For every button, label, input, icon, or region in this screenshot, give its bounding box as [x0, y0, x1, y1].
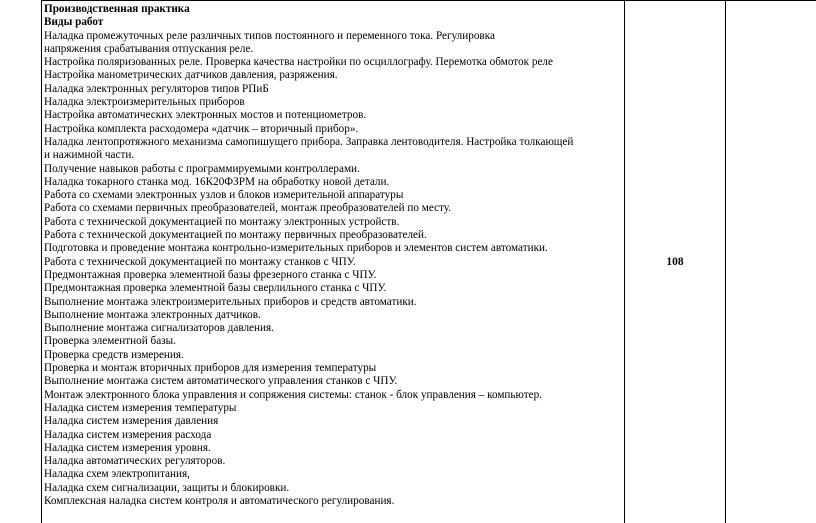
- section-title: Производственная практика: [44, 3, 190, 15]
- work-item: Наладка автоматических регуляторов.: [44, 455, 226, 468]
- table-border-top: [41, 0, 816, 1]
- work-item: Проверка элементной базы.: [44, 335, 176, 348]
- work-item: Проверка и монтаж вторичных приборов для измерения температуры: [44, 362, 377, 375]
- table-border-right: [725, 0, 726, 523]
- work-item: Настройка комплекта расходомера «датчик – вторичный прибор».: [44, 122, 359, 135]
- section-subtitle: Виды работ: [44, 16, 104, 29]
- work-item: Наладка схем электропитания,: [44, 468, 190, 481]
- work-item: Предмонтажная проверка элементной базы фрезерного станка с ЧПУ.: [44, 268, 377, 281]
- work-items-list: [44, 30, 624, 509]
- work-item: Наладка схем сигнализации, защиты и блокировки.: [44, 481, 290, 494]
- work-item: Работа со схемами электронных узлов и блоков измерительной аппаратуры: [44, 189, 404, 202]
- work-item: Предмонтажная проверка элементной базы сверлильного станка с ЧПУ.: [44, 282, 387, 295]
- work-item: Работа со схемами первичных преобразователей, монтаж преобразователей по месту.: [44, 202, 452, 215]
- work-item: Наладка электронных регуляторов типов РПиБ: [44, 82, 269, 95]
- work-item: Наладка систем измерения температуры: [44, 401, 237, 414]
- work-item: Наладка электроизмерительных приборов: [44, 96, 245, 109]
- work-item: Монтаж электронного блока управления и сопряжения системы: станок - блок управления – компьютер.: [44, 388, 542, 401]
- work-item: Выполнение монтажа электроизмерительных приборов и средств автоматики.: [44, 295, 417, 308]
- work-item: Подготовка и проведение монтажа контрольно-измерительных приборов и элементов систем автоматики.: [44, 242, 548, 255]
- work-item: Выполнение монтажа систем автоматического управления станков с ЧПУ.: [44, 375, 398, 388]
- work-types-cell: [44, 3, 624, 508]
- work-item: Настройка автоматических электронных мостов и потенциометров.: [44, 109, 367, 122]
- work-item: напряжения срабатывания отпускания реле.: [44, 42, 254, 55]
- work-item: Наладка промежуточных реле различных типов постоянного и переменного тока. Регулировка: [44, 29, 495, 42]
- work-item: Комплексная наладка систем контроля и автоматического регулирования.: [44, 494, 395, 507]
- work-item: и нажимной части.: [44, 149, 135, 162]
- work-item: Наладка систем измерения расхода: [44, 428, 212, 441]
- work-item: Выполнение монтажа сигнализаторов давления.: [44, 322, 274, 335]
- work-item: Наладка систем измерения давления: [44, 415, 219, 428]
- work-item: Наладка лентопротяжного механизма самопишущего прибора. Заправка лентоводителя. Настройка толкающей: [44, 135, 574, 148]
- work-item: Настройка манометрических датчиков давления, разряжения.: [44, 69, 338, 82]
- work-item: Наладка систем измерения уровня.: [44, 441, 211, 454]
- work-item: Наладка токарного станка мод. 16К20ФЗРМ на обработку новой детали.: [44, 175, 390, 188]
- work-item: Работа с технической документацией по монтажу первичных преобразователей.: [44, 229, 427, 242]
- table-border-left: [41, 0, 42, 523]
- hours-value: 108: [666, 256, 684, 268]
- work-item: Получение навыков работы с программируемыми контроллерами.: [44, 162, 360, 175]
- work-item: Выполнение монтажа электронных датчиков.: [44, 308, 261, 321]
- work-item: Проверка средств измерения.: [44, 348, 184, 361]
- work-item: Работа с технической документацией по монтажу станков с ЧПУ.: [44, 255, 356, 268]
- work-item: Настройка поляризованных реле. Проверка качества настройки по осциллографу. Перемотка обмоток реле: [44, 56, 553, 69]
- work-item: Работа с технической документацией по монтажу электронных устройств.: [44, 215, 400, 228]
